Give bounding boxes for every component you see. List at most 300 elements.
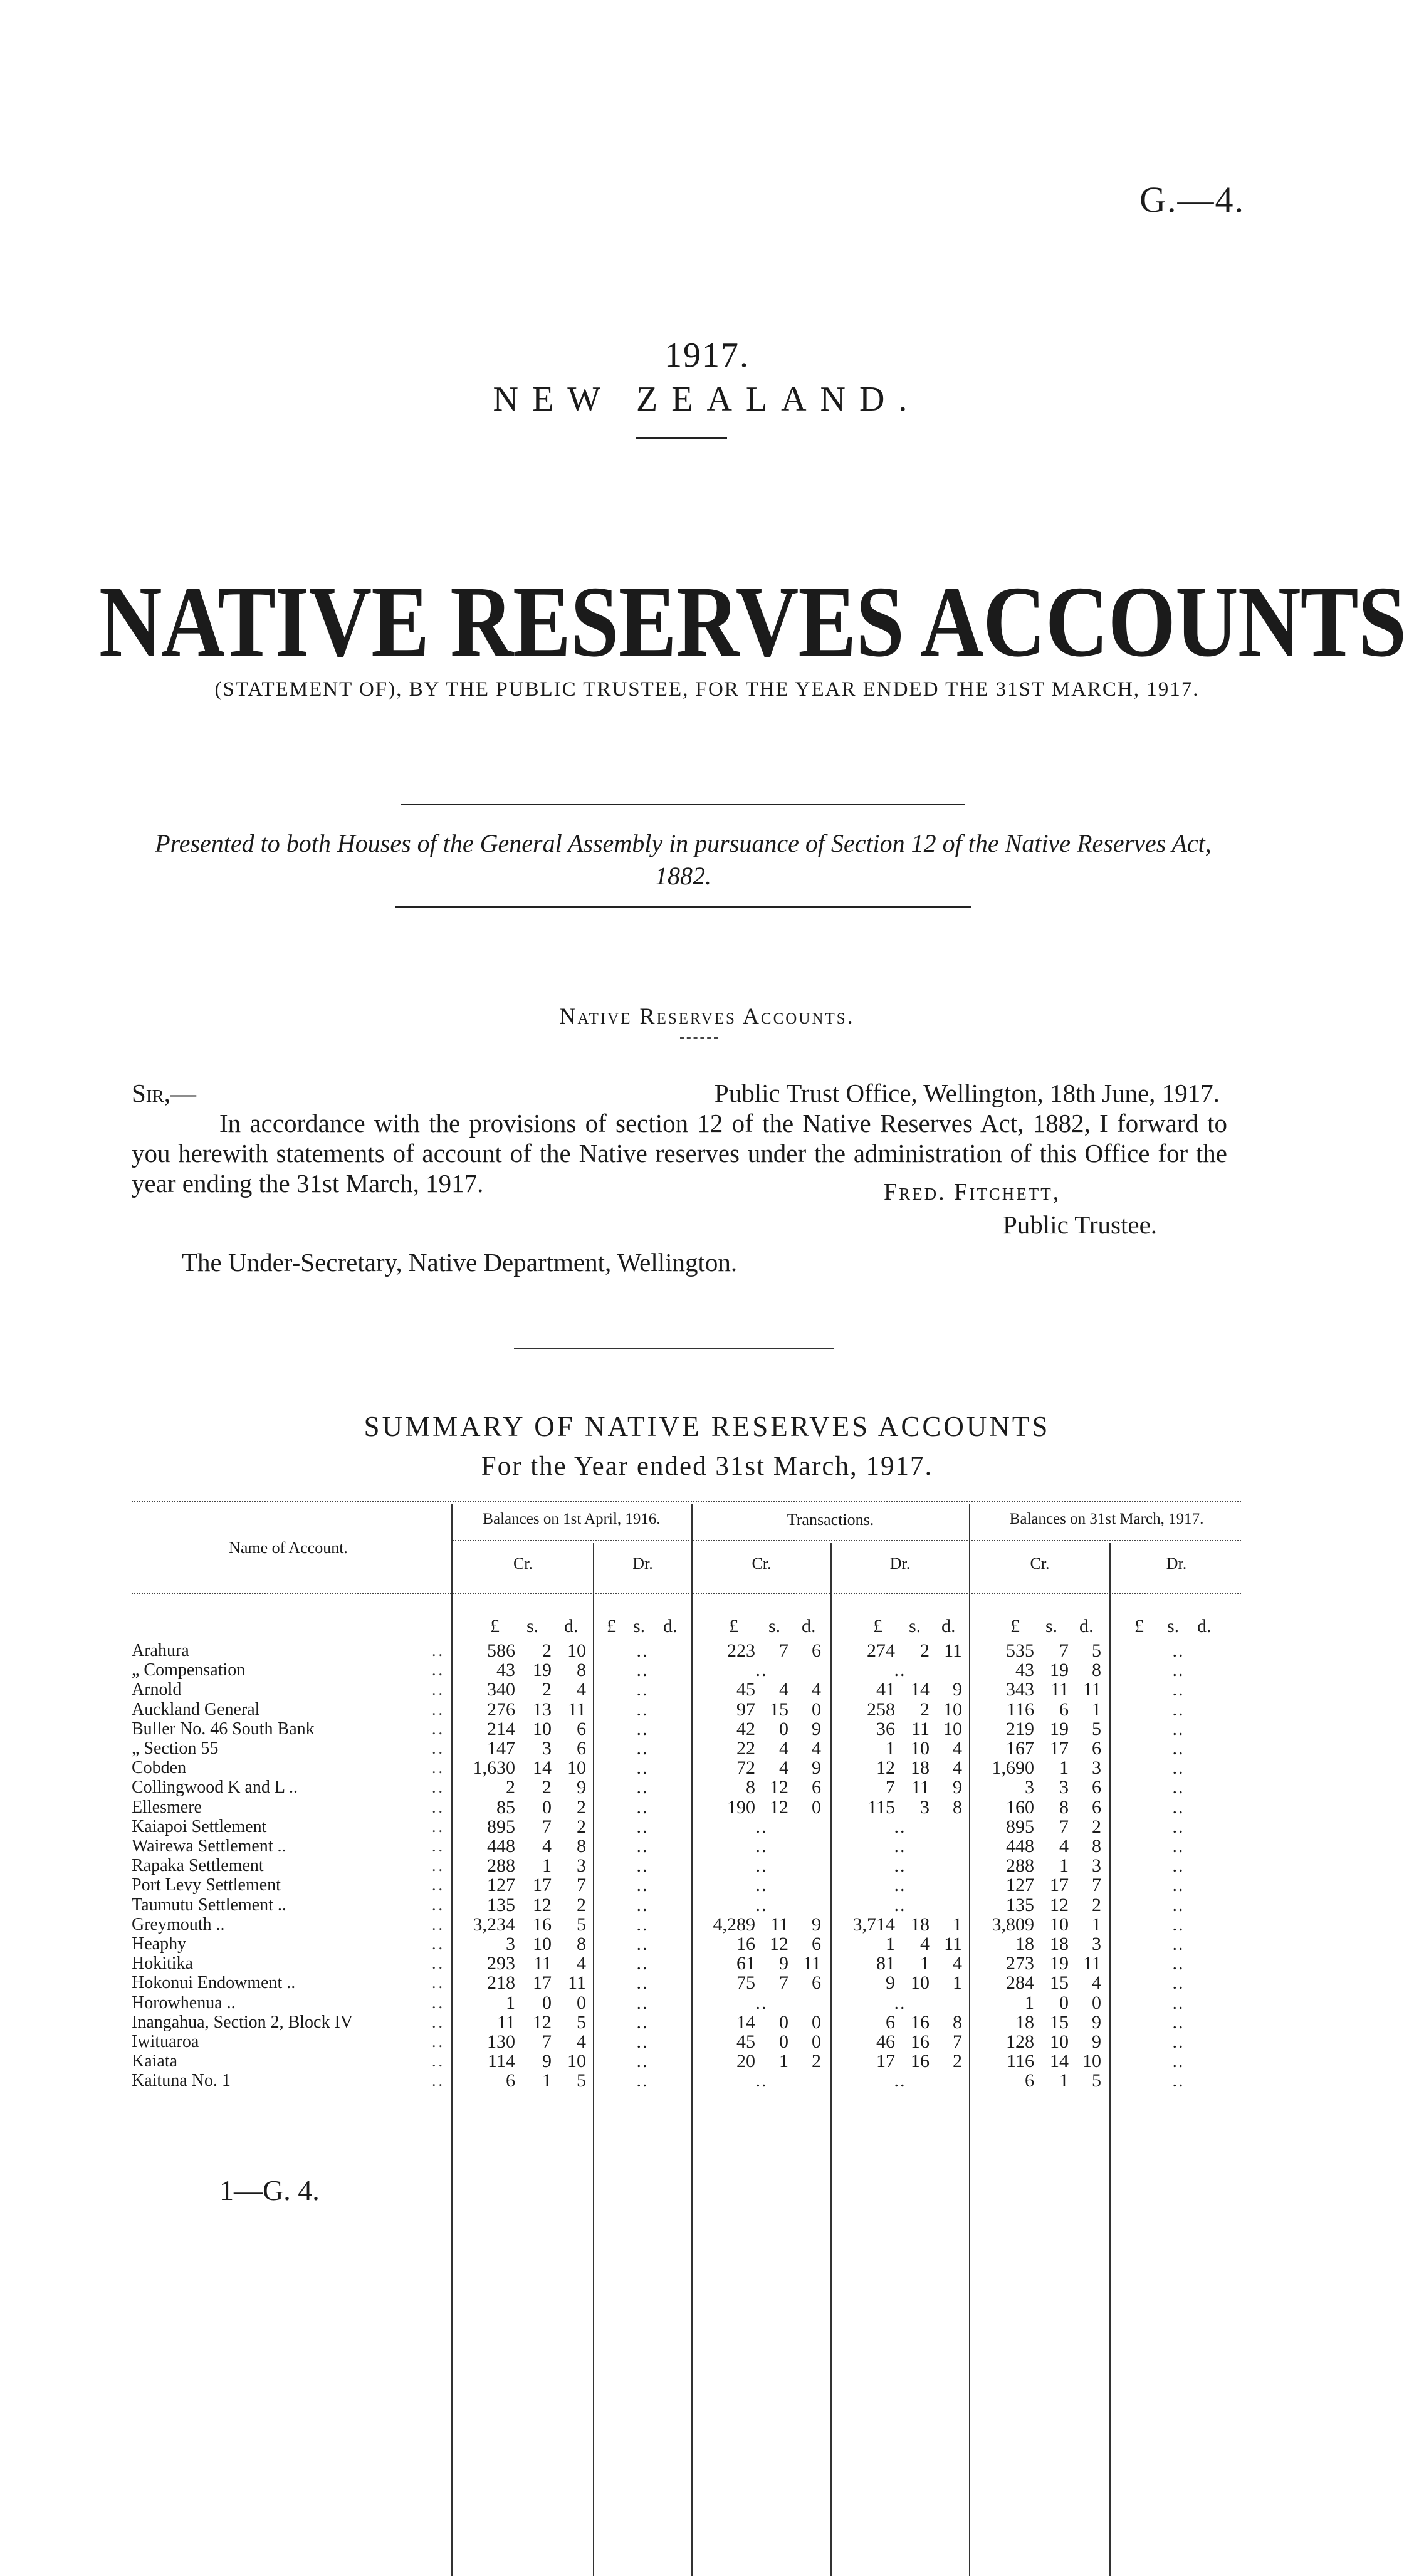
closing-cr-shillings: 10 — [1050, 2031, 1069, 2052]
leader-dots: .. — [432, 1700, 445, 1719]
closing-cr-pence: 9 — [1092, 2011, 1101, 2033]
opening-dr-empty: .. — [636, 1718, 649, 1739]
account-name: „ Compensation — [132, 1660, 246, 1680]
transactions-dr-pence: 11 — [944, 1640, 962, 1661]
transactions-cr-shillings: 4 — [779, 1679, 788, 1700]
transactions-dr-pence: 9 — [953, 1777, 962, 1798]
closing-cr-pounds: 116 — [1007, 2051, 1034, 2072]
opening-cr-shillings: 10 — [533, 1934, 552, 1954]
account-name: Iwituaroa — [132, 2032, 199, 2051]
account-name: Heaphy — [132, 1934, 187, 1954]
transactions-dr-pence: 8 — [953, 1796, 962, 1818]
table-row — [0, 2013, 1414, 2032]
unit-shillings: s. — [633, 1616, 646, 1636]
closing-cr-pence: 6 — [1092, 1796, 1101, 1818]
opening-dr-empty: .. — [636, 1914, 649, 1935]
transactions-cr-empty: .. — [755, 1836, 768, 1856]
opening-dr-empty: .. — [636, 1777, 649, 1798]
col-header-name: Name of Account. — [229, 1539, 348, 1557]
closing-cr-pounds: 535 — [1006, 1640, 1034, 1661]
leader-dots: .. — [432, 1915, 445, 1934]
opening-cr-shillings: 2 — [542, 1679, 552, 1700]
opening-cr-pounds: 1 — [506, 1992, 515, 2013]
leader-dots: .. — [432, 1661, 445, 1680]
opening-cr-pence: 2 — [577, 1796, 586, 1818]
opening-dr-empty: .. — [636, 1953, 649, 1974]
table-row — [0, 1836, 1414, 1856]
transactions-cr-pounds: 14 — [736, 2011, 755, 2033]
transactions-dr-pounds: 274 — [867, 1640, 895, 1661]
leader-dots: .. — [432, 2013, 445, 2031]
opening-dr-empty: .. — [636, 2051, 649, 2072]
table-row — [0, 1680, 1414, 1699]
leader-dots: .. — [432, 2033, 445, 2051]
transactions-cr-pence: 6 — [812, 1640, 821, 1661]
closing-cr-pence: 1 — [1092, 1914, 1101, 1935]
opening-dr-empty: .. — [636, 1679, 649, 1700]
presented-text: Presented to both Houses of the General Assembly in pursuance of Section 12 of the Native Reserves Act, 1882. — [155, 829, 1212, 890]
opening-cr-pence: 10 — [567, 1640, 586, 1661]
transactions-cr-pounds: 20 — [736, 2051, 755, 2072]
closing-cr-pence: 3 — [1092, 1757, 1101, 1779]
closing-cr-pence: 1 — [1092, 1699, 1101, 1720]
opening-dr-empty: .. — [636, 1660, 649, 1681]
presented-note — [144, 827, 1222, 893]
closing-cr-pounds: 18 — [1015, 2011, 1034, 2033]
opening-cr-pounds: 3 — [506, 1934, 515, 1954]
opening-cr-pence: 0 — [577, 1992, 586, 2013]
leader-dots: .. — [432, 1641, 445, 1660]
closing-cr-pounds: 167 — [1006, 1738, 1034, 1759]
closing-cr-pence: 2 — [1092, 1894, 1101, 1915]
unit-pence: d. — [802, 1616, 816, 1636]
opening-cr-pounds: 6 — [506, 2070, 515, 2092]
opening-dr-empty: .. — [636, 1738, 649, 1759]
closing-cr-pounds: 6 — [1025, 2070, 1034, 2092]
table-row — [0, 1758, 1414, 1778]
transactions-dr-pounds: 3,714 — [852, 1914, 895, 1935]
col-header-opening: Balances on 1st April, 1916. — [483, 1511, 661, 1527]
opening-dr-empty: .. — [636, 1699, 649, 1720]
salutation: Sir,— — [132, 1079, 197, 1107]
table-row — [0, 1895, 1414, 1915]
page-footer-ref: 1—G. 4. — [219, 2174, 320, 2206]
closing-cr-pounds: 127 — [1006, 1875, 1034, 1896]
unit-pence: d. — [663, 1616, 678, 1636]
opening-cr-pence: 6 — [577, 1738, 586, 1759]
account-name: Collingwood K and L .. — [132, 1778, 298, 1798]
opening-cr-pounds: 340 — [487, 1679, 515, 1700]
opening-cr-pence: 11 — [568, 1972, 586, 1994]
opening-cr-pence: 4 — [577, 1953, 586, 1974]
opening-cr-pounds: 127 — [487, 1875, 515, 1896]
leader-dots: .. — [432, 1778, 445, 1797]
opening-cr-pence: 5 — [577, 1914, 586, 1935]
opening-cr-pence: 10 — [567, 2051, 586, 2072]
opening-dr-empty: .. — [636, 1796, 649, 1818]
closing-cr-shillings: 12 — [1050, 1894, 1069, 1915]
transactions-cr-pounds: 97 — [736, 1699, 755, 1720]
transactions-dr-shillings: 10 — [911, 1738, 930, 1759]
opening-cr-pence: 2 — [577, 1894, 586, 1915]
opening-cr-pounds: 218 — [487, 1972, 515, 1994]
office-date: Public Trust Office, Wellington, 18th June, 1917. — [714, 1079, 1220, 1107]
opening-cr-pounds: 895 — [487, 1816, 515, 1837]
table-row — [0, 1778, 1414, 1797]
closing-cr-shillings: 15 — [1050, 1972, 1069, 1994]
closing-dr-empty: .. — [1172, 1738, 1185, 1759]
closing-cr-pounds: 116 — [1007, 1699, 1034, 1720]
table-row — [0, 1719, 1414, 1739]
transactions-cr-empty: .. — [755, 1660, 768, 1681]
opening-cr-shillings: 13 — [533, 1699, 552, 1720]
transactions-dr-pence: 10 — [943, 1718, 962, 1739]
closing-dr-empty: .. — [1172, 1718, 1185, 1739]
header-mid-rule — [453, 1540, 1241, 1541]
opening-cr-pounds: 130 — [487, 2031, 515, 2052]
opening-dr-empty: .. — [636, 1894, 649, 1915]
opening-cr-pence: 8 — [577, 1660, 586, 1681]
transactions-cr-pence: 9 — [812, 1718, 821, 1739]
opening-dr-empty: .. — [636, 1836, 649, 1856]
closing-cr-pounds: 1 — [1025, 1992, 1034, 2013]
opening-dr-empty: .. — [636, 1855, 649, 1877]
transactions-dr-pence: 1 — [953, 1914, 962, 1935]
closing-cr-pence: 5 — [1092, 2070, 1101, 2092]
opening-cr-pence: 2 — [577, 1816, 586, 1837]
leader-dots: .. — [432, 1856, 445, 1875]
closing-dr-empty: .. — [1172, 1660, 1185, 1681]
opening-cr-pounds: 114 — [488, 2051, 515, 2072]
transactions-dr-pounds: 36 — [876, 1718, 895, 1739]
opening-cr-shillings: 16 — [533, 1914, 552, 1935]
opening-cr-pounds: 214 — [487, 1718, 515, 1739]
transactions-dr-pence: 1 — [953, 1972, 962, 1994]
transactions-dr-shillings: 16 — [911, 2011, 930, 2033]
transactions-cr-shillings: 0 — [779, 1718, 788, 1739]
account-name: Kaiata — [132, 2051, 178, 2071]
closing-cr-shillings: 19 — [1050, 1660, 1069, 1681]
unit-pence: d. — [941, 1616, 956, 1636]
opening-cr-pounds: 293 — [487, 1953, 515, 1974]
closing-cr-pence: 0 — [1092, 1992, 1101, 2013]
unit-pounds: £ — [490, 1616, 500, 1636]
transactions-dr-pounds: 1 — [886, 1934, 895, 1954]
table-top-rule — [132, 1501, 1241, 1502]
transactions-cr-pounds: 22 — [736, 1738, 755, 1759]
opening-cr-pounds: 1,630 — [473, 1757, 515, 1779]
transactions-dr-pounds: 7 — [886, 1777, 895, 1798]
closing-dr-empty: .. — [1172, 2051, 1185, 2072]
leader-dots: .. — [432, 2071, 445, 2090]
closing-dr-empty: .. — [1172, 1855, 1185, 1877]
transactions-dr-shillings: 14 — [911, 1679, 930, 1700]
opening-cr-pounds: 135 — [487, 1894, 515, 1915]
transactions-dr-pounds: 17 — [876, 2051, 895, 2072]
account-name: Kaiapoi Settlement — [132, 1816, 267, 1836]
transactions-dr-pence: 7 — [953, 2031, 962, 2052]
document-year: 1917. — [664, 336, 750, 375]
transactions-dr-pounds: 46 — [876, 2031, 895, 2052]
leader-dots: .. — [432, 1954, 445, 1973]
opening-dr-empty: .. — [636, 1972, 649, 1994]
transactions-cr-shillings: 9 — [779, 1953, 788, 1974]
transactions-dr-pounds: 12 — [876, 1757, 895, 1779]
opening-cr-pounds: 276 — [487, 1699, 515, 1720]
opening-cr-pence: 3 — [577, 1855, 586, 1877]
unit-pence: d. — [1197, 1616, 1212, 1636]
unit-pounds: £ — [873, 1616, 882, 1636]
account-name: Ellesmere — [132, 1797, 202, 1817]
transactions-dr-empty: .. — [894, 1855, 906, 1877]
unit-shillings: s. — [909, 1616, 921, 1636]
leader-dots: .. — [432, 1974, 445, 1992]
closing-cr-pounds: 288 — [1006, 1855, 1034, 1877]
closing-cr-shillings: 7 — [1059, 1640, 1069, 1661]
transactions-dr-shillings: 1 — [920, 1953, 930, 1974]
transactions-cr-shillings: 1 — [779, 2051, 788, 2072]
closing-cr-pounds: 448 — [1006, 1836, 1034, 1856]
unit-shillings: s. — [1045, 1616, 1058, 1636]
opening-cr-shillings: 1 — [542, 1855, 552, 1877]
opening-cr-pence: 6 — [577, 1718, 586, 1739]
table-row — [0, 2032, 1414, 2051]
table-row — [0, 1739, 1414, 1758]
transactions-cr-empty: .. — [755, 1992, 768, 2013]
account-name: Rapaka Settlement — [132, 1856, 264, 1876]
closing-dr-empty: .. — [1172, 1816, 1185, 1837]
transactions-dr-pounds: 1 — [886, 1738, 895, 1759]
transactions-dr-pence: 4 — [953, 1953, 962, 1974]
opening-cr-pence: 8 — [577, 1836, 586, 1856]
divider — [680, 1037, 718, 1039]
closing-cr-shillings: 4 — [1059, 1836, 1069, 1856]
transactions-dr-shillings: 2 — [920, 1699, 930, 1720]
transactions-cr-pence: 0 — [812, 2011, 821, 2033]
table-row — [0, 2051, 1414, 2071]
closing-cr-pence: 2 — [1092, 1816, 1101, 1837]
closing-cr-pence: 9 — [1092, 2031, 1101, 2052]
closing-dr-empty: .. — [1172, 1777, 1185, 1798]
transactions-dr-pence: 11 — [944, 1934, 962, 1954]
account-name: Cobden — [132, 1758, 187, 1778]
opening-cr-pounds: 11 — [497, 2011, 515, 2033]
closing-cr-shillings: 8 — [1059, 1796, 1069, 1818]
opening-cr-shillings: 2 — [542, 1777, 552, 1798]
closing-dr-empty: .. — [1172, 1875, 1185, 1896]
divider — [514, 1348, 834, 1349]
opening-dr-empty: .. — [636, 1934, 649, 1954]
closing-dr-empty: .. — [1172, 1836, 1185, 1856]
opening-dr-empty: .. — [636, 2070, 649, 2092]
opening-dr-empty: .. — [636, 1640, 649, 1661]
closing-cr-pence: 8 — [1092, 1836, 1101, 1856]
account-name: Arnold — [132, 1680, 182, 1700]
opening-dr-empty: .. — [636, 1875, 649, 1896]
addressee: The Under-Secretary, Native Department, Wellington. — [182, 1248, 738, 1277]
opening-cr-pence: 5 — [577, 2011, 586, 2033]
transactions-dr-empty: .. — [894, 1992, 906, 2013]
transactions-cr-shillings: 4 — [779, 1757, 788, 1779]
col-header-open-cr: Cr. — [513, 1554, 533, 1573]
opening-cr-pence: 11 — [568, 1699, 586, 1720]
account-name: Kaituna No. 1 — [132, 2071, 231, 2091]
closing-cr-pence: 3 — [1092, 1855, 1101, 1877]
closing-dr-empty: .. — [1172, 1796, 1185, 1818]
opening-cr-pence: 4 — [577, 1679, 586, 1700]
table-row — [0, 1875, 1414, 1895]
transactions-dr-empty: .. — [894, 2070, 906, 2092]
opening-cr-pounds: 85 — [496, 1796, 515, 1818]
account-name: Taumutu Settlement .. — [132, 1895, 286, 1915]
transactions-dr-shillings: 4 — [920, 1934, 930, 1954]
closing-cr-shillings: 1 — [1059, 1855, 1069, 1877]
transactions-dr-empty: .. — [894, 1660, 906, 1681]
transactions-cr-pence: 4 — [812, 1738, 821, 1759]
unit-pounds: £ — [1010, 1616, 1020, 1636]
opening-cr-pence: 5 — [577, 2070, 586, 2092]
transactions-cr-pence: 6 — [812, 1934, 821, 1954]
closing-dr-empty: .. — [1172, 1953, 1185, 1974]
unit-pence: d. — [1079, 1616, 1094, 1636]
transactions-cr-shillings: 4 — [779, 1738, 788, 1759]
transactions-dr-pence: 4 — [953, 1738, 962, 1759]
opening-dr-empty: .. — [636, 1992, 649, 2013]
closing-dr-empty: .. — [1172, 1972, 1185, 1994]
transactions-cr-pounds: 72 — [736, 1757, 755, 1779]
closing-cr-pence: 7 — [1092, 1875, 1101, 1896]
transactions-cr-shillings: 7 — [779, 1640, 788, 1661]
col-header-close-cr: Cr. — [1030, 1554, 1050, 1573]
transactions-dr-pounds: 41 — [876, 1679, 895, 1700]
opening-cr-shillings: 2 — [542, 1640, 552, 1661]
account-name: Arahura — [132, 1641, 189, 1660]
transactions-dr-shillings: 3 — [920, 1796, 930, 1818]
account-name: Horowhenua .. — [132, 1992, 236, 2013]
closing-cr-shillings: 1 — [1059, 1757, 1069, 1779]
transactions-cr-pounds: 45 — [736, 1679, 755, 1700]
table-row — [0, 1934, 1414, 1954]
transactions-cr-shillings: 15 — [770, 1699, 788, 1720]
table-row — [0, 1856, 1414, 1875]
transactions-dr-shillings: 18 — [911, 1914, 930, 1935]
opening-cr-shillings: 7 — [542, 1816, 552, 1837]
closing-cr-shillings: 1 — [1059, 2070, 1069, 2092]
closing-cr-pounds: 3 — [1025, 1777, 1034, 1798]
transactions-cr-pounds: 8 — [746, 1777, 755, 1798]
transactions-dr-pounds: 258 — [867, 1699, 895, 1720]
closing-cr-pence: 5 — [1092, 1718, 1101, 1739]
closing-dr-empty: .. — [1172, 1640, 1185, 1661]
unit-pounds: £ — [1134, 1616, 1144, 1636]
closing-dr-empty: .. — [1172, 1914, 1185, 1935]
closing-cr-pounds: 895 — [1006, 1816, 1034, 1837]
opening-cr-shillings: 4 — [542, 1836, 552, 1856]
transactions-dr-empty: .. — [894, 1816, 906, 1837]
leader-dots: .. — [432, 1837, 445, 1855]
opening-cr-shillings: 3 — [542, 1738, 552, 1759]
transactions-cr-shillings: 12 — [770, 1777, 788, 1798]
leader-dots: .. — [432, 1719, 445, 1738]
account-name: Port Levy Settlement — [132, 1875, 281, 1895]
account-name: Inangahua, Section 2, Block IV — [132, 2012, 354, 2032]
opening-cr-shillings: 12 — [533, 1894, 552, 1915]
transactions-dr-shillings: 11 — [911, 1718, 930, 1739]
closing-cr-pounds: 135 — [1006, 1894, 1034, 1915]
closing-cr-pounds: 1,690 — [992, 1757, 1034, 1779]
opening-cr-shillings: 14 — [533, 1757, 552, 1779]
opening-cr-shillings: 0 — [542, 1992, 552, 2013]
transactions-dr-pounds: 6 — [886, 2011, 895, 2033]
account-name: Hokonui Endowment .. — [132, 1973, 296, 1993]
unit-shillings: s. — [526, 1616, 539, 1636]
opening-cr-pence: 4 — [577, 2031, 586, 2052]
closing-cr-shillings: 17 — [1050, 1875, 1069, 1896]
closing-cr-shillings: 15 — [1050, 2011, 1069, 2033]
closing-cr-pounds: 18 — [1015, 1934, 1034, 1954]
unit-pounds: £ — [607, 1616, 616, 1636]
transactions-cr-pounds: 190 — [727, 1796, 755, 1818]
divider — [636, 437, 727, 439]
transactions-dr-pence: 4 — [953, 1757, 962, 1779]
opening-cr-shillings: 12 — [533, 2011, 552, 2033]
divider — [395, 906, 971, 908]
opening-cr-shillings: 7 — [542, 2031, 552, 2052]
transactions-dr-shillings: 11 — [911, 1777, 930, 1798]
transactions-cr-pounds: 4,289 — [713, 1914, 755, 1935]
opening-cr-shillings: 0 — [542, 1796, 552, 1818]
unit-pounds: £ — [729, 1616, 738, 1636]
opening-cr-shillings: 17 — [533, 1875, 552, 1896]
closing-dr-empty: .. — [1172, 1894, 1185, 1915]
transactions-cr-pence: 11 — [803, 1953, 821, 1974]
opening-cr-shillings: 19 — [533, 1660, 552, 1681]
col-header-trans-dr: Dr. — [889, 1554, 911, 1573]
transactions-dr-pounds: 9 — [886, 1972, 895, 1994]
transactions-cr-pence: 2 — [812, 2051, 821, 2072]
leader-dots: .. — [432, 1798, 445, 1816]
closing-dr-empty: .. — [1172, 1934, 1185, 1954]
signatory-title: Public Trustee. — [1003, 1210, 1158, 1239]
table-row — [0, 1641, 1414, 1660]
closing-cr-pence: 4 — [1092, 1972, 1101, 1994]
closing-cr-pounds: 219 — [1006, 1718, 1034, 1739]
transactions-dr-shillings: 10 — [911, 1972, 930, 1994]
opening-cr-shillings: 11 — [533, 1953, 552, 1974]
account-name: Buller No. 46 South Bank — [132, 1719, 315, 1739]
unit-pence: d. — [564, 1616, 579, 1636]
table-row — [0, 1954, 1414, 1973]
closing-cr-shillings: 11 — [1050, 1679, 1069, 1700]
country-name: NEW ZEALAND. — [493, 380, 921, 419]
letter-body: In accordance with the provisions of section 12 of the Native Reserves Act, 1882, I forward to you herewith statements of account of the Native reserves under the administration of this Office for the year ending the 31st March, 1917. — [132, 1109, 1227, 1198]
transactions-cr-shillings: 7 — [779, 1972, 788, 1994]
transactions-cr-shillings: 12 — [770, 1796, 788, 1818]
transactions-cr-pounds: 16 — [736, 1934, 755, 1954]
account-name: Greymouth .. — [132, 1914, 225, 1934]
col-header-closing: Balances on 31st March, 1917. — [1009, 1511, 1204, 1527]
table-row — [0, 2071, 1414, 2090]
col-header-transactions: Transactions. — [787, 1511, 874, 1529]
closing-dr-empty: .. — [1172, 1992, 1185, 2013]
transactions-dr-pence: 10 — [943, 1699, 962, 1720]
transactions-dr-empty: .. — [894, 1836, 906, 1856]
leader-dots: .. — [432, 2052, 445, 2071]
opening-cr-shillings: 9 — [542, 2051, 552, 2072]
closing-cr-shillings: 18 — [1050, 1934, 1069, 1954]
opening-cr-shillings: 10 — [533, 1718, 552, 1739]
col-header-close-dr: Dr. — [1166, 1554, 1187, 1573]
